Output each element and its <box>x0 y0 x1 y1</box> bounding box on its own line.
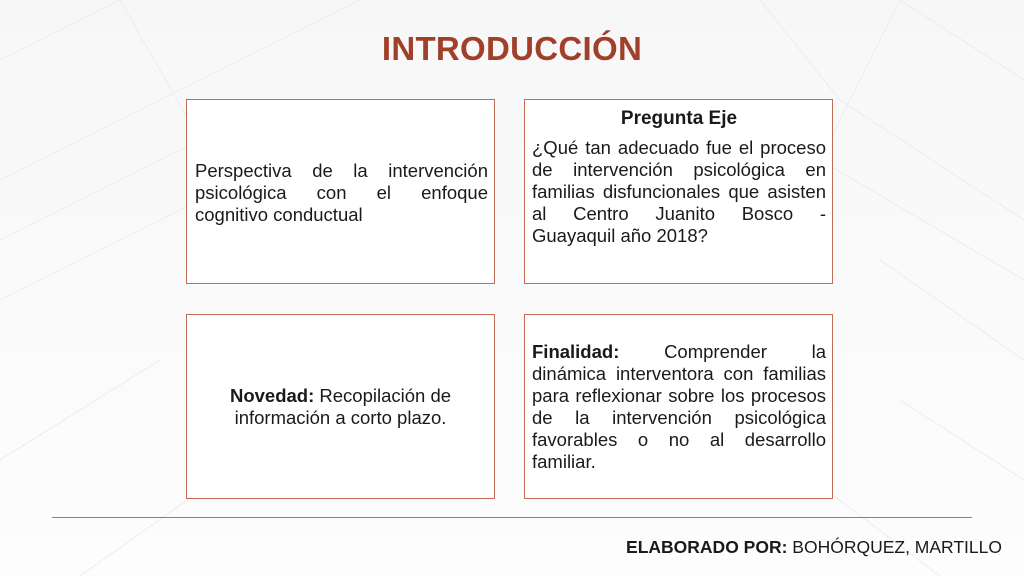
question-box <box>524 99 833 284</box>
author-label: ELABORADO POR: <box>626 537 788 557</box>
perspective-text: Perspectiva de la intervención psicológica con el enfoque cognitivo conductual <box>195 160 488 225</box>
author-credit <box>626 537 1002 558</box>
footer-divider <box>52 517 972 518</box>
purpose-label: Finalidad: <box>532 341 620 362</box>
novelty-text: Recopilación de información a corto plazo. <box>234 385 452 428</box>
question-heading: Pregunta Eje <box>620 108 738 129</box>
slide-title: INTRODUCCIÓN <box>381 30 643 67</box>
novelty-box <box>186 314 495 499</box>
perspective-box <box>186 99 495 284</box>
novelty-label: Novedad: <box>229 385 315 406</box>
purpose-text: Comprender la dinámica interventora con familias para reflexionar sobre los procesos de la intervención psicológica favorables o no al desarrollo familiar. <box>532 341 826 472</box>
author-names: BOHÓRQUEZ, MARTILLO <box>787 537 1002 557</box>
purpose-box <box>524 314 833 499</box>
question-text: ¿Qué tan adecuado fue el proceso de intervención psicológica en familias disfuncionales que asisten al Centro Juanito Bosco - Guayaquil año 2018? <box>532 137 826 246</box>
